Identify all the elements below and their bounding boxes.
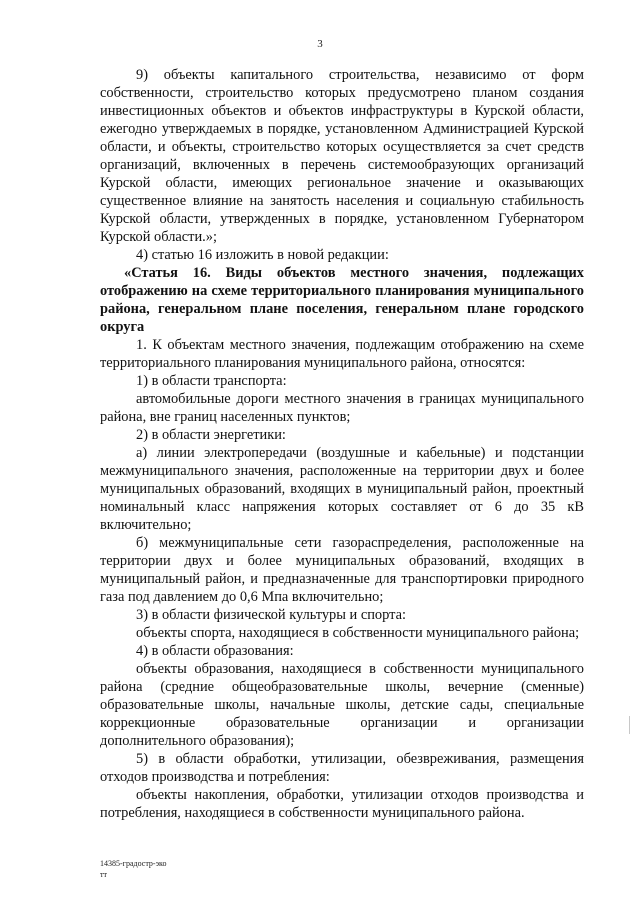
paragraph-energy-heading: 2) в области энергетики: — [136, 427, 286, 443]
paragraph-clause-1: 1. К объектам местного значения, подлежащим отображению на схеме территориального планирования муниципального района, относятся: — [100, 337, 584, 371]
paragraph-transport-heading: 1) в области транспорта: — [136, 373, 287, 389]
paragraph-transport-roads: автомобильные дороги местного значения в границах муниципального района, вне границ населенных пунктов; — [100, 391, 584, 425]
paragraph-sport-heading: 3) в области физической культуры и спорта: — [136, 607, 406, 623]
article-16-heading: «Статья 16. Виды объектов местного значения, подлежащих отображению на схеме территориального планирования муниципального района, генеральном плане поселения, генеральном плане городского округа — [100, 265, 584, 335]
scan-edge-mark — [629, 716, 630, 734]
document-footer — [100, 858, 167, 880]
footer-code: 14385-градостр-эко — [100, 859, 167, 868]
paragraph-energy-a: а) линии электропередачи (воздушные и кабельные) и подстанции межмуниципального значения, расположенные на территории двух и более муниципальных образований, входящих в муниципальный район, проектный номинальный класс напряжения которых составляет от 6 до 35 кВ включительно; — [100, 445, 584, 533]
paragraph-sport-objects: объекты спорта, находящиеся в собственности муниципального района; — [136, 625, 580, 641]
page-number: 3 — [317, 38, 323, 50]
document-body — [100, 66, 584, 822]
paragraph-waste-objects: объекты накопления, обработки, утилизации отходов производства и потребления, находящиеся в собственности муниципального района. — [100, 787, 584, 821]
paragraph-item-9: 9) объекты капитального строительства, независимо от форм собственности, строительство которых предусмотрено планом создания инвестиционных объектов и объектов инфраструктуры в Курской области, ежегодно утверждаемых в порядке, установленном Администрацией Курской области, и объекты, строительство которых осуществляется за счет средств организаций, включенных в перечень системообразующих организаций Курской области, имеющих региональное значение и оказывающих существенное влияние на занятость населения и социальную стабильность Курской области, утвержденных в порядке, установленном Губернатором Курской области.»; — [100, 67, 584, 245]
paragraph-energy-b: б) межмуниципальные сети газораспределения, расположенные на территории двух и более муниципальных образований, входящих в муниципальный район, и предназначенные для транспортировки природного газа под давлением до 0,6 Мпа включительно; — [100, 535, 584, 605]
paragraph-amendment-4: 4) статью 16 изложить в новой редакции: — [136, 247, 389, 263]
footer-initials: тт — [100, 870, 107, 879]
paragraph-waste-heading: 5) в области обработки, утилизации, обезвреживания, размещения отходов производства и потребления: — [100, 751, 584, 785]
paragraph-education-heading: 4) в области образования: — [136, 643, 294, 659]
paragraph-education-objects: объекты образования, находящиеся в собственности муниципального района (средние общеобразовательные школы, вечерние (сменные) образовательные школы, начальные школы, детские сады, специальные коррекционные образовательные организации и организации дополнительного образования); — [100, 661, 584, 749]
